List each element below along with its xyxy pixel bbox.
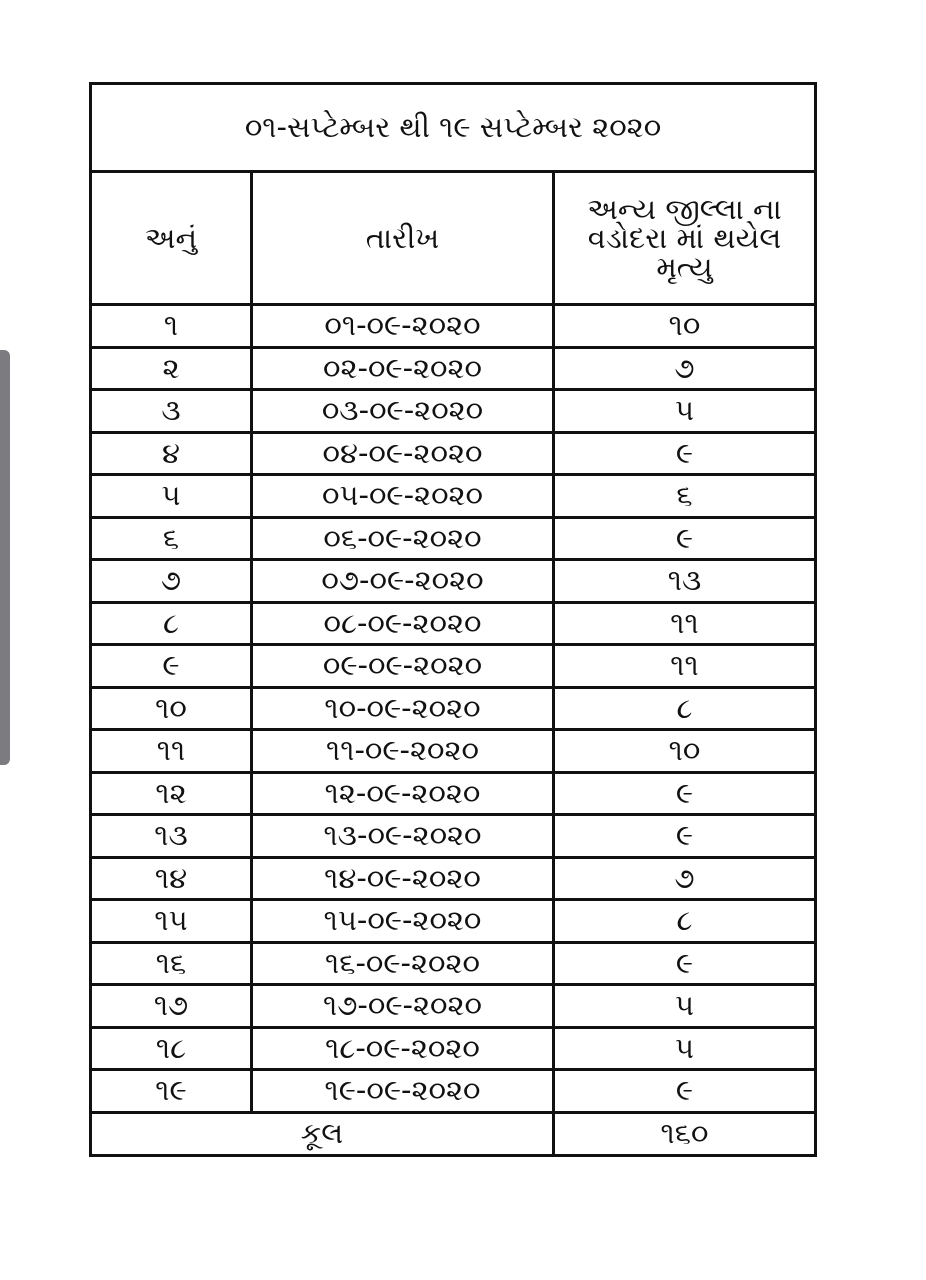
cell-deaths: ૭ xyxy=(554,347,816,390)
cell-date: ૦૩-૦૯-૨૦૨૦ xyxy=(252,390,554,433)
cell-date: ૧૬-૦૯-૨૦૨૦ xyxy=(252,942,554,985)
table-row xyxy=(91,645,816,688)
cell-deaths: ૧૩ xyxy=(554,560,816,603)
cell-date: ૧૨-૦૯-૨૦૨૦ xyxy=(252,772,554,815)
cell-deaths: ૯ xyxy=(554,942,816,985)
cell-deaths: ૫ xyxy=(554,985,816,1028)
header-deaths: અન્ય જીલ્લા ના વડોદરા માં થયેલ મૃત્યુ xyxy=(554,172,816,305)
table-row xyxy=(91,602,816,645)
cell-date: ૦૮-૦૯-૨૦૨૦ xyxy=(252,602,554,645)
table-row xyxy=(91,1070,816,1113)
cell-deaths: ૮ xyxy=(554,687,816,730)
cell-serial: ૧૧ xyxy=(91,730,252,773)
cell-serial: ૫ xyxy=(91,475,252,518)
header-date: તારીખ xyxy=(252,172,554,305)
table-row xyxy=(91,347,816,390)
cell-deaths: ૯ xyxy=(554,1070,816,1113)
cell-serial: ૮ xyxy=(91,602,252,645)
header-serial: અનું xyxy=(91,172,252,305)
title-row xyxy=(91,84,816,172)
cell-serial: ૨ xyxy=(91,347,252,390)
table-row xyxy=(91,730,816,773)
cell-date: ૦૬-૦૯-૨૦૨૦ xyxy=(252,517,554,560)
cell-deaths: ૧૧ xyxy=(554,645,816,688)
table-row xyxy=(91,560,816,603)
cell-date: ૦૯-૦૯-૨૦૨૦ xyxy=(252,645,554,688)
table-row xyxy=(91,942,816,985)
cell-deaths: ૫ xyxy=(554,1027,816,1070)
cell-serial: ૯ xyxy=(91,645,252,688)
table-row xyxy=(91,857,816,900)
cell-deaths: ૯ xyxy=(554,772,816,815)
cell-deaths: ૬ xyxy=(554,475,816,518)
scroll-handle[interactable] xyxy=(0,350,10,765)
cell-deaths: ૮ xyxy=(554,900,816,943)
cell-deaths: ૫ xyxy=(554,390,816,433)
table-row xyxy=(91,517,816,560)
cell-date: ૧૧-૦૯-૨૦૨૦ xyxy=(252,730,554,773)
cell-date: ૦૭-૦૯-૨૦૨૦ xyxy=(252,560,554,603)
table-row xyxy=(91,1027,816,1070)
cell-date: ૧૩-૦૯-૨૦૨૦ xyxy=(252,815,554,858)
table-row xyxy=(91,390,816,433)
table-row xyxy=(91,305,816,348)
cell-serial: ૭ xyxy=(91,560,252,603)
cell-date: ૧૫-૦૯-૨૦૨૦ xyxy=(252,900,554,943)
cell-serial: ૧૭ xyxy=(91,985,252,1028)
cell-serial: ૧૫ xyxy=(91,900,252,943)
table-row xyxy=(91,475,816,518)
cell-serial: ૧૨ xyxy=(91,772,252,815)
deaths-table xyxy=(89,82,817,1157)
cell-serial: ૧૯ xyxy=(91,1070,252,1113)
cell-deaths: ૧૧ xyxy=(554,602,816,645)
cell-date: ૦૧-૦૯-૨૦૨૦ xyxy=(252,305,554,348)
cell-date: ૦૨-૦૯-૨૦૨૦ xyxy=(252,347,554,390)
table-row xyxy=(91,985,816,1028)
cell-date: ૧૭-૦૯-૨૦૨૦ xyxy=(252,985,554,1028)
total-value: ૧૬૦ xyxy=(554,1112,816,1155)
table-row xyxy=(91,900,816,943)
cell-serial: ૧૦ xyxy=(91,687,252,730)
cell-date: ૧૪-૦૯-૨૦૨૦ xyxy=(252,857,554,900)
cell-serial: ૩ xyxy=(91,390,252,433)
cell-deaths: ૯ xyxy=(554,432,816,475)
header-row xyxy=(91,172,816,305)
table-row xyxy=(91,772,816,815)
cell-serial: ૧૩ xyxy=(91,815,252,858)
table-title: ૦૧-સપ્ટેમ્બર થી ૧૯ સપ્ટેમ્બર ૨૦૨૦ xyxy=(91,84,816,172)
cell-serial: ૧૪ xyxy=(91,857,252,900)
cell-serial: ૪ xyxy=(91,432,252,475)
cell-serial: ૬ xyxy=(91,517,252,560)
cell-date: ૧૦-૦૯-૨૦૨૦ xyxy=(252,687,554,730)
cell-deaths: ૯ xyxy=(554,815,816,858)
table-row xyxy=(91,432,816,475)
cell-serial: ૧૮ xyxy=(91,1027,252,1070)
cell-deaths: ૯ xyxy=(554,517,816,560)
cell-date: ૧૯-૦૯-૨૦૨૦ xyxy=(252,1070,554,1113)
cell-date: ૦૫-૦૯-૨૦૨૦ xyxy=(252,475,554,518)
table-row xyxy=(91,687,816,730)
total-label: કૂલ xyxy=(91,1112,554,1155)
cell-deaths: ૧૦ xyxy=(554,305,816,348)
cell-serial: ૧ xyxy=(91,305,252,348)
cell-date: ૦૪-૦૯-૨૦૨૦ xyxy=(252,432,554,475)
cell-date: ૧૮-૦૯-૨૦૨૦ xyxy=(252,1027,554,1070)
total-row xyxy=(91,1112,816,1155)
cell-serial: ૧૬ xyxy=(91,942,252,985)
cell-deaths: ૧૦ xyxy=(554,730,816,773)
table-row xyxy=(91,815,816,858)
cell-deaths: ૭ xyxy=(554,857,816,900)
